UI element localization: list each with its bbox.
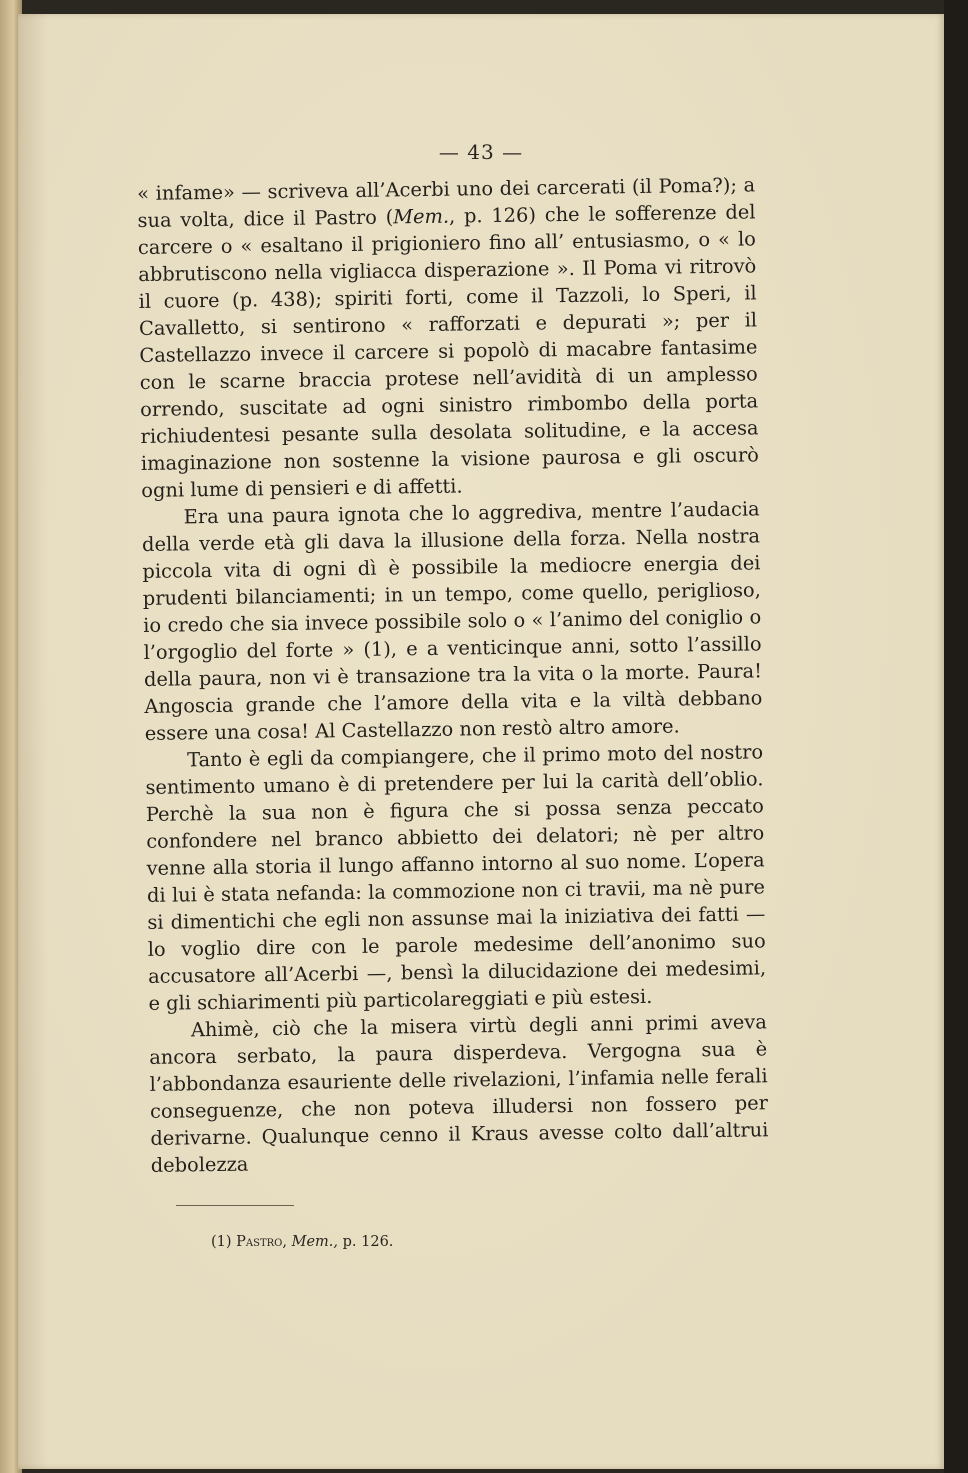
- paragraph-text: Ahimè, ciò che la misera virtù degli anni primi aveva ancora serbato, la paura disperdeva. Vergogna sua è l’abbondanza esauriente delle rivelazioni, l’infamia nelle ferali conseguenze, che non poteva illudersi non fossero per derivarne. Qualunque cenno il Kraus avesse colto dall’altrui debolezza: [149, 1010, 769, 1177]
- paragraph-text: Tanto è egli da compiangere, che il primo moto del nostro sentimento umano è di pretendere per lui la carità dell’oblio. Perchè la sua non è figura che si possa senza peccato confondere nel branco abbietto dei delatori; nè per altro venne alla storia il lungo affanno intorno al suo nome. L’opera di lui è stata nefanda: la commozione non ci travii, ma nè pure si dimentichi che egli non assunse mai la iniziativa dei fatti — lo voglio dire con le parole medesime dell’anonimo suo accusatore all’Acerbi —, bensì la dilucidazione dei medesimi, e gli schiarimenti più particolareggiati e più estesi.: [145, 740, 767, 1015]
- footnote-page: p. 126.: [342, 1234, 394, 1250]
- paragraph-text: Era una paura ignota che lo aggrediva, mentre l’audacia della verde età gli dava la illusione della forza. Nella nostra piccola vita di ogni dì è possibile la mediocre energia dei prudenti bilanciamenti; in un tempo, come quello, periglioso, io credo che sia invece possibile solo o « l’animo del coniglio o l’orgoglio del forte » (1), e a venticinque anni, sotto l’assillo della paura, non vi è transazione tra la vita o la morte. Paura! Angoscia grande che l’amore della vita e la viltà debbano essere una cosa! Al Castellazzo non restò altro amore.: [141, 497, 763, 745]
- body-text: [137, 171, 769, 1179]
- footnote-marker: (1): [211, 1234, 232, 1250]
- paragraph: [149, 1008, 769, 1179]
- footnote-work: Mem.,: [291, 1234, 339, 1250]
- paragraph: [145, 738, 767, 1017]
- paragraph-text: , p. 126) che le sofferenze del carcere o « esaltano il prigioniero fino all’ entusiasmo, o « lo abbrutiscono nella vigliacca disperazione ». Il Poma vi ritrovò il cuore (p. 438); spiriti forti, come il Tazzoli, lo Speri, il Cavalletto, si sentirono « rafforzati e depurati »; per il Castellazzo invece il carcere si popolò di macabre fantasime con le scarne braccia protese nell’avidità di un amplesso orrendo, suscitate ad ogni sinistro rimbombo della porta richiudentesi pesante sulla desolata solitudine, e la accesa imaginazione non sostenne la visione paurosa e gli oscurò ogni lume di pensieri e di affetti.: [137, 200, 760, 502]
- paragraph: [142, 495, 763, 747]
- footnote-author: Pastro,: [236, 1234, 287, 1250]
- page-number: — 43 —: [438, 140, 524, 164]
- book-page: [18, 14, 944, 1469]
- footnote-divider: [176, 1205, 294, 1206]
- paragraph: [137, 171, 759, 504]
- scan-border: [944, 0, 968, 1473]
- footnote: [211, 1234, 393, 1250]
- italic-text: Mem.: [393, 204, 450, 229]
- paragraph-text: « infame» — scriveva all’Acerbi uno dei carcerati (il Poma?); a sua volta, dice il Pastro (: [137, 173, 756, 232]
